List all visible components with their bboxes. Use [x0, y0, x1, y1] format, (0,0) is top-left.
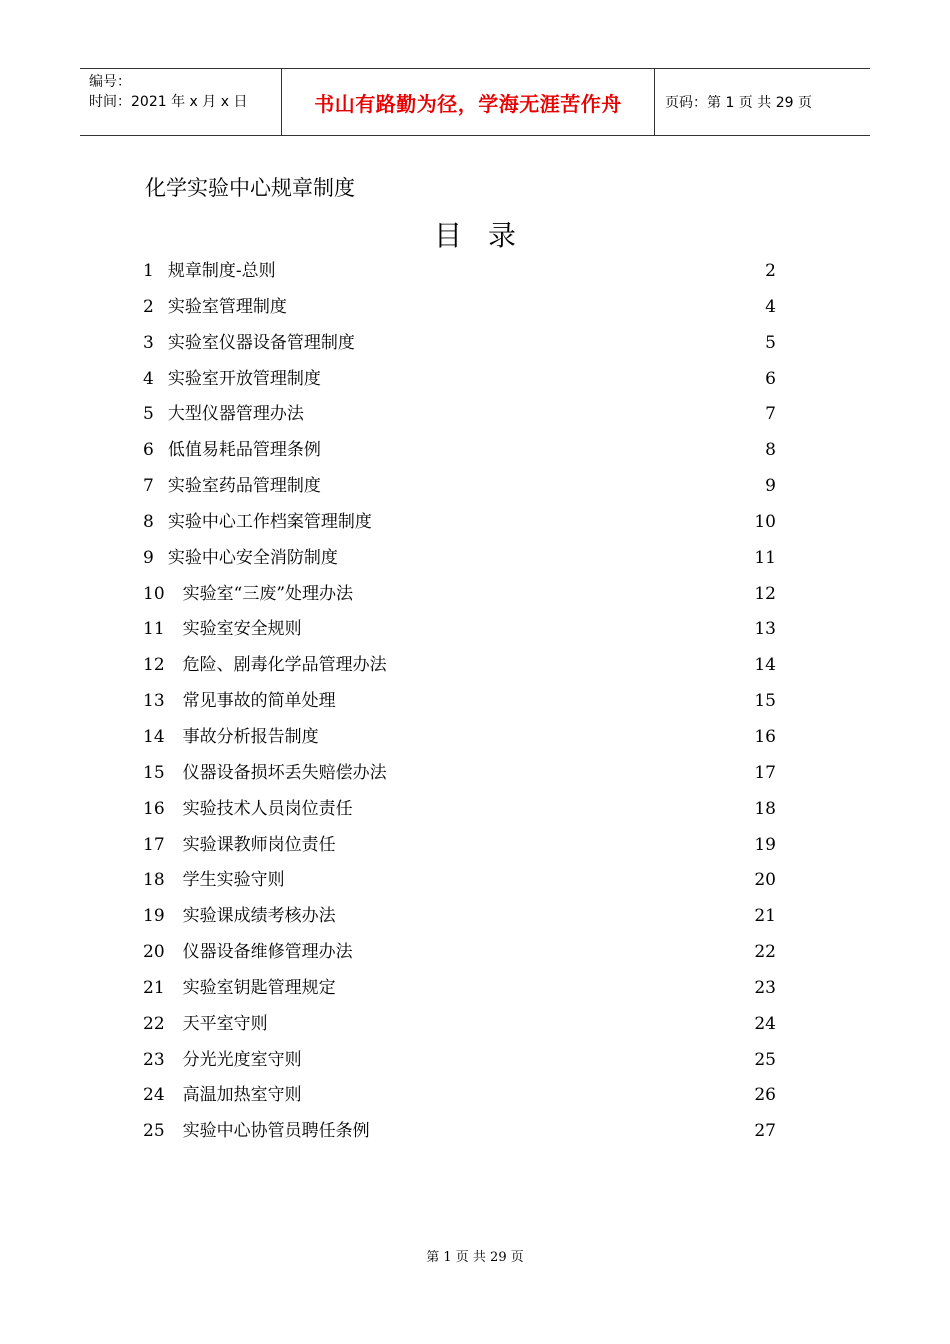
toc-entry[interactable]	[143, 1007, 776, 1043]
toc-entry-label: 实验中心安全消防制度	[167, 547, 338, 568]
toc-entry-number: 19	[143, 906, 165, 927]
toc-entry[interactable]	[143, 756, 776, 792]
toc-entry-label: 低值易耗品管理条例	[167, 440, 321, 461]
toc-entry-number: 6	[143, 440, 154, 461]
toc-entry-number: 21	[143, 977, 165, 998]
header-meta-cell	[80, 69, 282, 135]
page-info-text: 页码：第 1 页 共 29 页	[665, 95, 812, 111]
toc-entry-page: 5	[765, 332, 776, 353]
toc-entry-label: 分光光度室守则	[182, 1049, 302, 1070]
toc-entry-label: 实验课教师岗位责任	[182, 834, 336, 855]
toc-entry-page: 23	[754, 977, 776, 998]
document-title: 化学实验中心规章制度	[145, 176, 355, 200]
toc-entry-page: 12	[754, 583, 776, 604]
toc-entry-page: 27	[754, 1121, 776, 1142]
toc-entry-number: 25	[143, 1121, 165, 1142]
toc-entry-label: 实验中心协管员聘任条例	[182, 1121, 370, 1142]
toc-entry-label: 仪器设备维修管理办法	[182, 942, 353, 963]
toc-entry[interactable]	[143, 577, 776, 613]
serial-label: 编号：	[89, 74, 131, 90]
toc-entry[interactable]	[143, 863, 776, 899]
toc-entry[interactable]	[143, 541, 776, 577]
toc-entry[interactable]	[143, 433, 776, 469]
toc-entry[interactable]	[143, 684, 776, 720]
toc-entry-page: 25	[754, 1049, 776, 1070]
toc-entry-page: 2	[765, 261, 776, 281]
toc-entry-page: 22	[754, 942, 776, 963]
table-of-contents	[143, 254, 776, 1150]
toc-entry-label: 危险、剧毒化学品管理办法	[182, 655, 387, 676]
toc-entry[interactable]	[143, 935, 776, 971]
toc-entry-page: 19	[754, 834, 776, 855]
toc-entry[interactable]	[143, 469, 776, 505]
toc-entry-number: 20	[143, 942, 165, 963]
toc-entry-label: 仪器设备损坏丢失赔偿办法	[182, 762, 387, 783]
toc-entry-label: 大型仪器管理办法	[167, 404, 304, 425]
toc-entry[interactable]	[143, 290, 776, 326]
toc-heading: 目录	[433, 219, 542, 252]
toc-entry-number: 16	[143, 798, 165, 819]
toc-entry-number: 11	[143, 619, 165, 640]
toc-entry-label: 天平室守则	[182, 1013, 268, 1034]
motto-cell	[282, 69, 655, 135]
toc-entry-label: 实验室药品管理制度	[167, 476, 321, 497]
toc-entry[interactable]	[143, 720, 776, 756]
toc-entry-page: 11	[754, 547, 776, 568]
toc-entry-number: 18	[143, 870, 165, 891]
toc-entry-label: 学生实验守则	[182, 870, 285, 891]
toc-entry-label: 实验课成绩考核办法	[182, 906, 336, 927]
toc-entry-page: 24	[754, 1013, 776, 1034]
toc-entry[interactable]	[143, 899, 776, 935]
toc-entry[interactable]	[143, 397, 776, 433]
toc-entry-page: 6	[765, 368, 776, 389]
toc-entry[interactable]	[143, 1043, 776, 1079]
toc-entry-page: 26	[754, 1085, 776, 1106]
page-footer: 第 1 页 共 29 页	[426, 1250, 524, 1265]
toc-entry[interactable]	[143, 612, 776, 648]
toc-entry[interactable]	[143, 1078, 776, 1114]
toc-entry-number: 3	[143, 332, 154, 353]
toc-entry-number: 14	[143, 726, 165, 747]
toc-entry-label: 高温加热室守则	[182, 1085, 302, 1106]
toc-entry-label: 规章制度-总则	[167, 261, 276, 281]
toc-entry-number: 12	[143, 655, 165, 676]
toc-entry-number: 2	[143, 296, 154, 317]
toc-entry-number: 22	[143, 1013, 165, 1034]
page-info-cell	[655, 69, 870, 135]
toc-entry-number: 8	[143, 511, 154, 532]
toc-entry-number: 1	[143, 261, 154, 281]
toc-entry-label: 事故分析报告制度	[182, 726, 319, 747]
toc-entry-number: 13	[143, 691, 165, 712]
header-table	[80, 68, 870, 136]
toc-entry-number: 7	[143, 476, 154, 497]
toc-entry-number: 23	[143, 1049, 165, 1070]
toc-entry-page: 7	[765, 404, 776, 425]
toc-entry-label: 实验室开放管理制度	[167, 368, 321, 389]
motto-text: 书山有路勤为径，学海无涯苦作舟	[314, 91, 622, 116]
toc-entry-page: 4	[765, 296, 776, 317]
toc-entry-number: 4	[143, 368, 154, 389]
toc-entry-page: 14	[754, 655, 776, 676]
time-label: 时间：2021 年 x 月 x 日	[89, 94, 248, 110]
toc-entry-label: 实验室管理制度	[167, 296, 287, 317]
toc-entry-page: 17	[754, 762, 776, 783]
toc-entry[interactable]	[143, 792, 776, 828]
toc-entry-page: 15	[754, 691, 776, 712]
toc-entry-number: 17	[143, 834, 165, 855]
toc-entry-page: 18	[754, 798, 776, 819]
toc-entry-label: 实验技术人员岗位责任	[182, 798, 353, 819]
toc-entry[interactable]	[143, 362, 776, 398]
toc-entry[interactable]	[143, 648, 776, 684]
toc-entry[interactable]	[143, 1114, 776, 1150]
toc-entry-number: 10	[143, 583, 165, 604]
toc-entry[interactable]	[143, 326, 776, 362]
toc-entry-page: 21	[754, 906, 776, 927]
toc-entry[interactable]	[143, 505, 776, 541]
toc-entry[interactable]	[143, 828, 776, 864]
toc-entry-page: 9	[765, 476, 776, 497]
toc-entry-page: 8	[765, 440, 776, 461]
toc-entry-label: 实验中心工作档案管理制度	[167, 511, 372, 532]
toc-entry-label: 常见事故的简单处理	[182, 691, 336, 712]
toc-entry-label: 实验室安全规则	[182, 619, 302, 640]
toc-entry-label: 实验室仪器设备管理制度	[167, 332, 355, 353]
toc-entry-page: 16	[754, 726, 776, 747]
toc-entry[interactable]	[143, 254, 776, 290]
toc-entry-page: 13	[754, 619, 776, 640]
toc-entry-page: 20	[754, 870, 776, 891]
toc-entry-number: 9	[143, 547, 154, 568]
toc-entry[interactable]	[143, 971, 776, 1007]
toc-entry-number: 5	[143, 404, 154, 425]
toc-entry-label: 实验室“三废”处理办法	[182, 583, 354, 604]
toc-entry-number: 24	[143, 1085, 165, 1106]
toc-entry-label: 实验室钥匙管理规定	[182, 977, 336, 998]
toc-entry-page: 10	[754, 511, 776, 532]
toc-entry-number: 15	[143, 762, 165, 783]
